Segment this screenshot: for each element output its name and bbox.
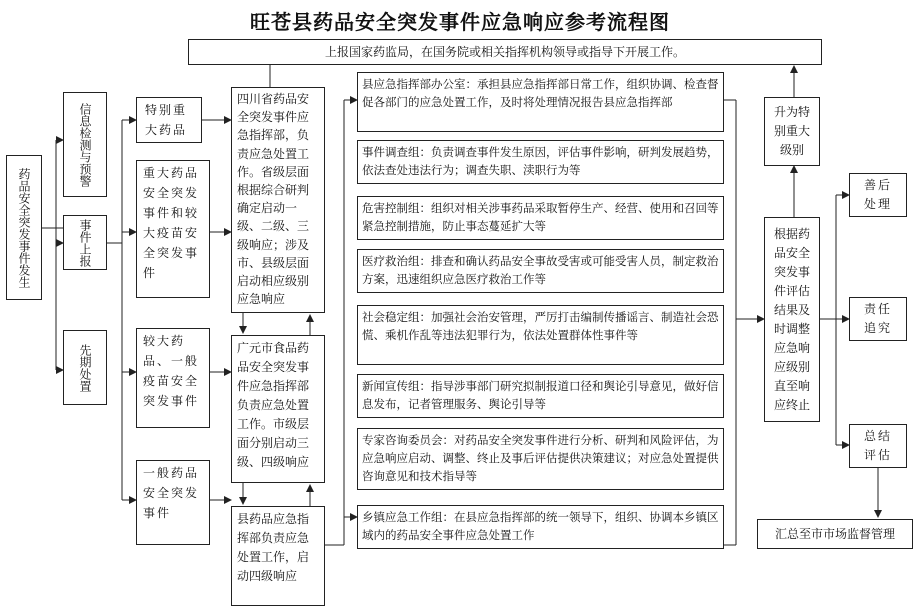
origin-event: 药品安全突发事件发生 bbox=[6, 155, 42, 300]
group-hazard-control: 危害控制组：组织对相关涉事药品采取暂停生产、经营、使用和召回等紧急控制措施，防止事态蔓延扩大等 bbox=[357, 196, 724, 240]
group-township: 乡镇应急工作组：在县应急指挥部的统一领导下，组织、协调本乡镇区域内的药品安全事件应急处置工作 bbox=[357, 505, 724, 549]
page-title: 旺苍县药品安全突发事件应急响应参考流程图 bbox=[250, 10, 670, 34]
stage-reporting: 事件上报 bbox=[63, 215, 107, 270]
command-county: 县药品应急指挥部负责应急处置工作，启动四级响应 bbox=[231, 506, 325, 606]
group-stability: 社会稳定组：加强社会治安管理，严厉打击编制传播谣言、制造社会恐慌、乘机作乱等违法犯罪行为，依法处置群体性事件等 bbox=[357, 305, 724, 365]
command-city: 广元市食品药品安全突发事件应急指挥部负责应急处置工作。市级层面分别启动三级、四级响应 bbox=[231, 335, 325, 483]
severity-large: 较大药品、一般疫苗安全突发事件 bbox=[136, 328, 210, 428]
severity-major: 重大药品安全突发事件和较大疫苗安全突发事件 bbox=[136, 160, 210, 298]
severity-extreme: 特别重大药品 bbox=[136, 97, 202, 143]
stage-initial-response: 先期处置 bbox=[63, 330, 107, 405]
group-experts: 专家咨询委员会：对药品安全突发事件进行分析、研判和风险评估，为应急响应启动、调整、终止及事后评估提供决策建议；对应急处置提供咨询意见和技术指导等 bbox=[357, 428, 724, 490]
escalate-level: 升为特别重大级别 bbox=[764, 97, 820, 166]
outcome-aftermath: 善后处理 bbox=[849, 173, 907, 217]
command-province: 四川省药品安全突发事件应急指挥部，负责应急处置工作。省级层面根据综合研判确定启动一级、二级、三级响应；涉及市、县级层面启动相应级别应急响应 bbox=[231, 87, 325, 313]
evaluate-adjust: 根据药品安全突发事件评估结果及时调整应急响应级别直至响应终止 bbox=[764, 217, 820, 422]
outcome-summary: 总结评估 bbox=[849, 424, 907, 468]
group-investigation: 事件调查组：负责调查事件发生原因，评估事件影响，研判发展趋势，依法查处违法行为；调查失职、渎职行为等 bbox=[357, 140, 724, 184]
severity-general: 一般药品安全突发事件 bbox=[136, 460, 210, 545]
stage-monitoring: 信息检测与预警 bbox=[63, 92, 107, 197]
group-office: 县应急指挥部办公室：承担县应急指挥部日常工作，组织协调、检查督促各部门的应急处置工作，及时将处理情况报告县应急指挥部 bbox=[357, 72, 724, 132]
top-banner-text: 上报国家药监局，在国务院或相关指挥机构领导或指导下开展工作。 bbox=[324, 45, 685, 59]
group-publicity: 新闻宣传组：指导涉事部门研究拟制报道口径和舆论引导意见，做好信息发布，记者管理服务、舆论引导等 bbox=[357, 374, 724, 418]
group-medical: 医疗救治组：排查和确认药品安全事故受害或可能受害人员，制定救治方案，迅速组织应急医疗救治工作等 bbox=[357, 249, 724, 293]
final-report: 汇总至市市场监督管理 bbox=[757, 519, 913, 549]
top-banner bbox=[188, 39, 822, 65]
outcome-accountability: 责任追究 bbox=[849, 297, 907, 341]
